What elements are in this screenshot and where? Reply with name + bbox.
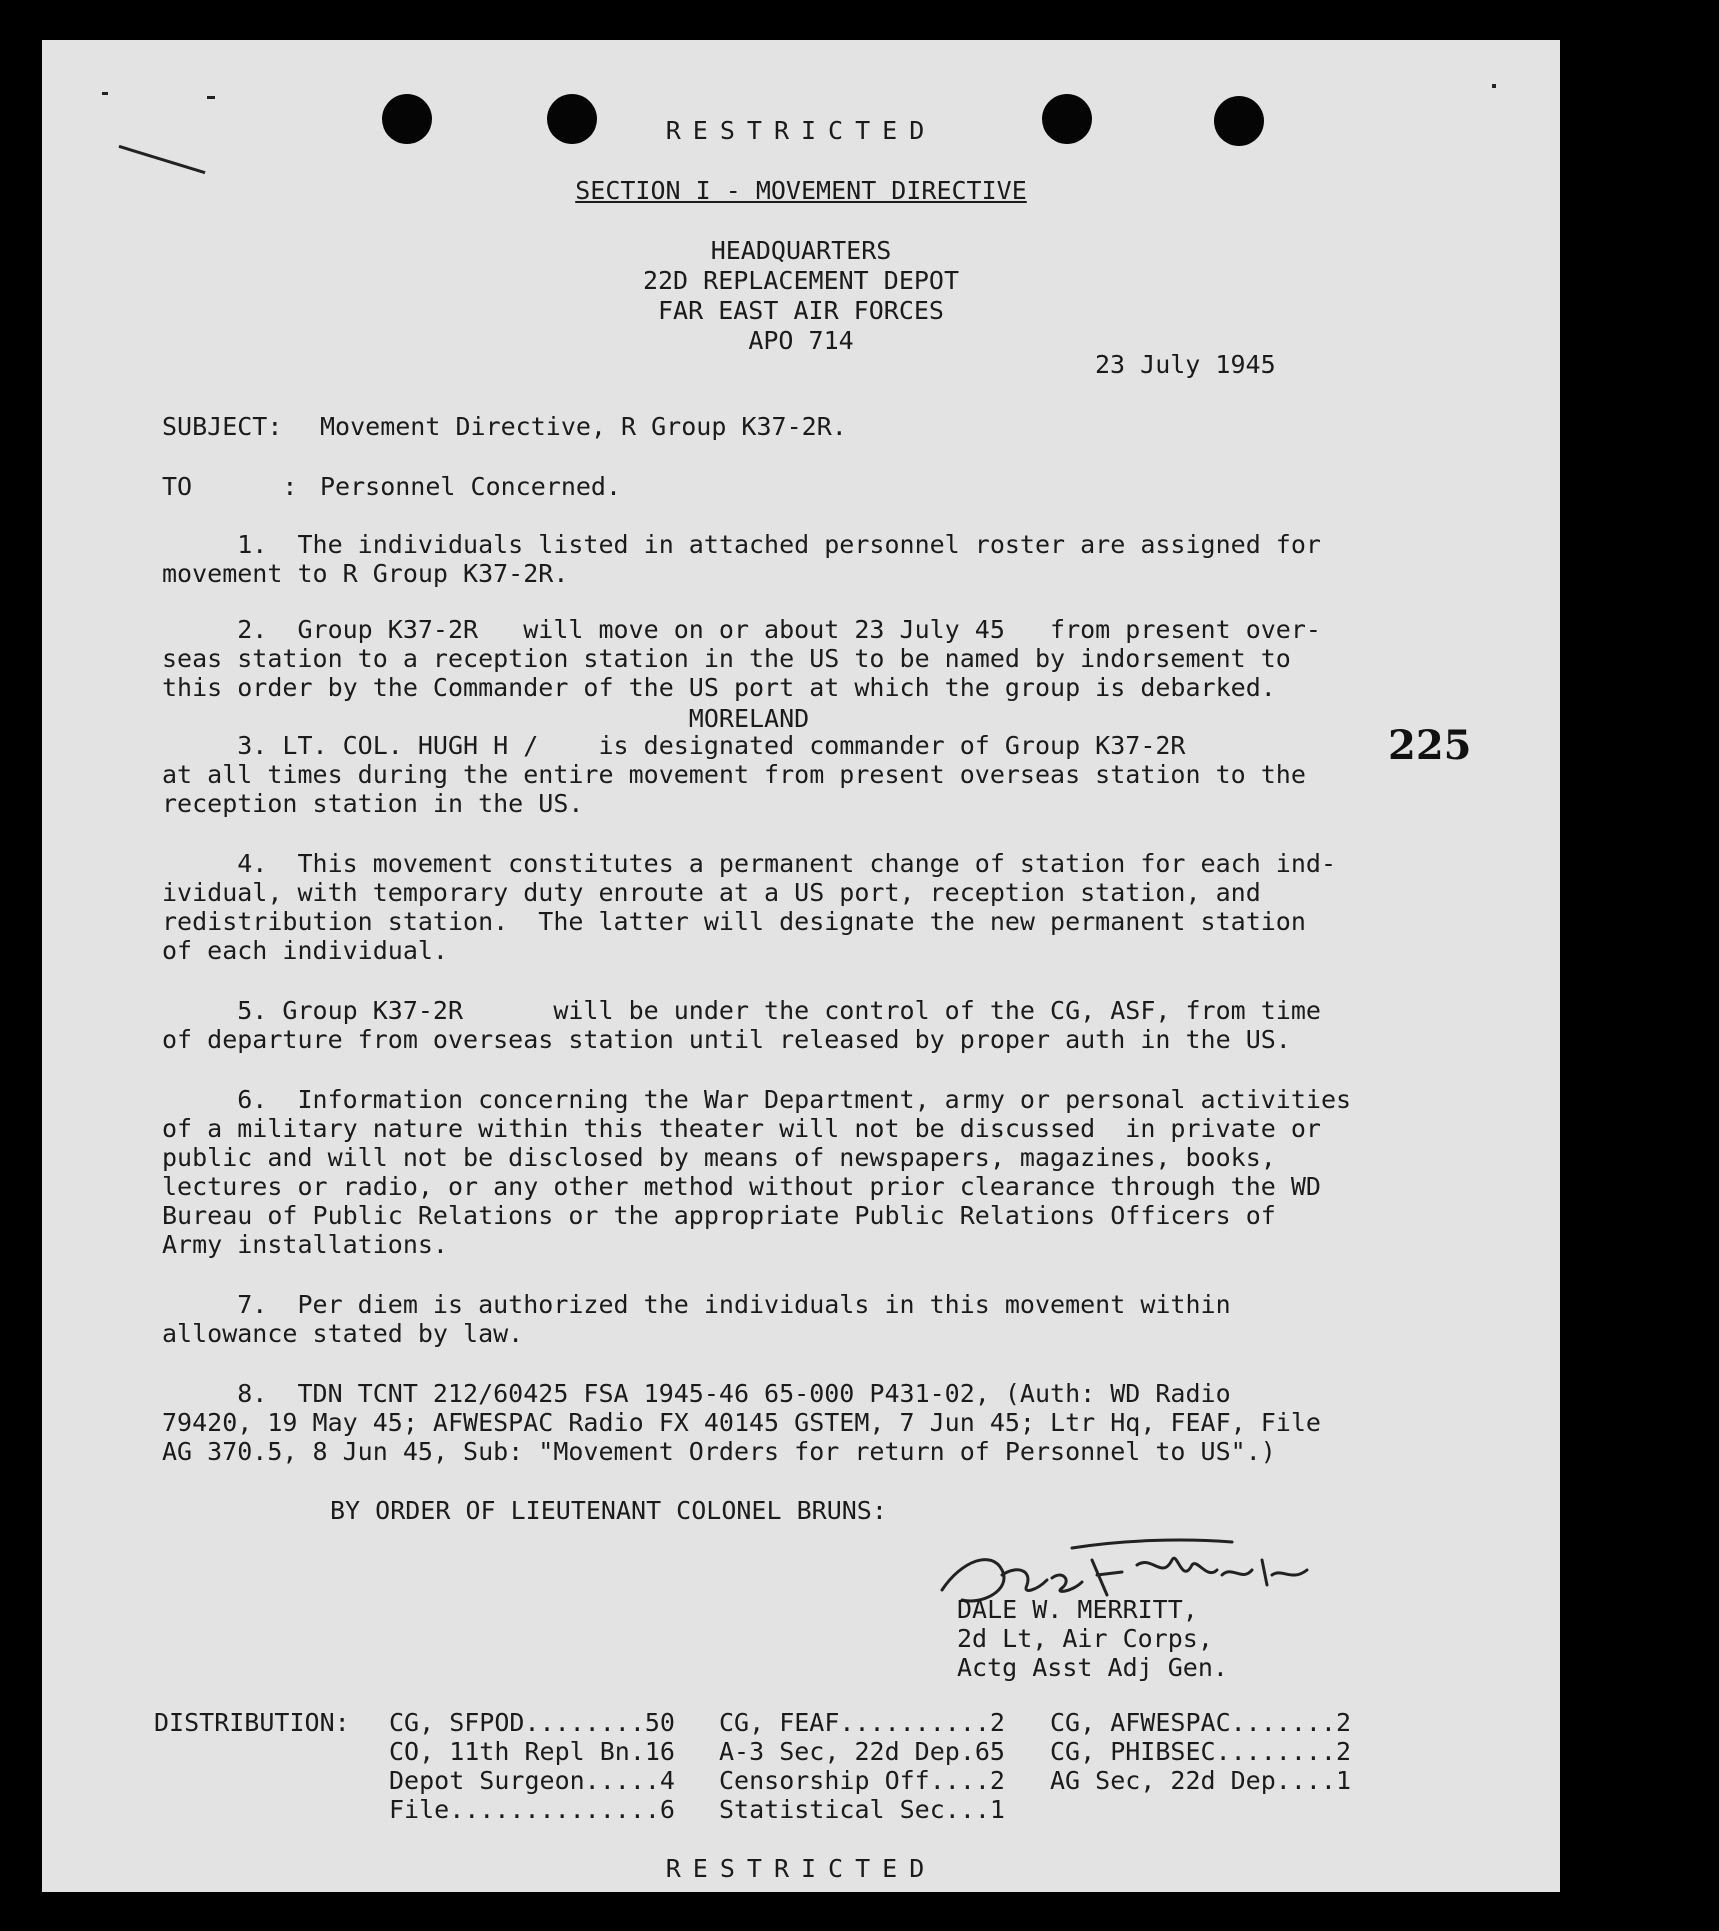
paragraph-6-line-4: lectures or radio, or any other method without prior clearance through the WD xyxy=(162,1172,1321,1201)
stray-pen-mark xyxy=(119,145,206,174)
by-order-line: BY ORDER OF LIEUTENANT COLONEL BRUNS: xyxy=(330,1496,887,1525)
paragraph-4-line-3: redistribution station. The latter will designate the new permanent station xyxy=(162,907,1306,936)
paragraph-8-line-3: AG 370.5, 8 Jun 45, Sub: "Movement Orders for return of Personnel to US".) xyxy=(162,1437,1276,1466)
paragraph-7-line-1: 7. Per diem is authorized the individuals in this movement within xyxy=(162,1290,1231,1319)
signature-name: DALE W. MERRITT, xyxy=(957,1595,1198,1624)
page-stamp-number: 225 xyxy=(1388,722,1472,769)
org-line-2: 22D REPLACEMENT DEPOT xyxy=(642,266,960,295)
to-label: TO : xyxy=(162,472,298,501)
signature-title: Actg Asst Adj Gen. xyxy=(957,1653,1228,1682)
stray-dot xyxy=(207,96,215,99)
org-line-3: FAR EAST AIR FORCES xyxy=(658,296,944,325)
paragraph-3-insert: MORELAND xyxy=(162,704,810,733)
distribution-entry: Statistical Sec...1 xyxy=(719,1795,1005,1824)
distribution-entry: AG Sec, 22d Dep....1 xyxy=(1050,1766,1352,1795)
document-date: 23 July 1945 xyxy=(1095,350,1276,379)
distribution-entry: Censorship Off....2 xyxy=(719,1766,1005,1795)
distribution-entry: CG, FEAF..........2 xyxy=(719,1708,1005,1737)
distribution-entry: CG, AFWESPAC.......2 xyxy=(1050,1708,1352,1737)
signature-rank: 2d Lt, Air Corps, xyxy=(957,1624,1213,1653)
classification-bottom: RESTRICTED xyxy=(665,1854,937,1883)
org-line-1: HEADQUARTERS xyxy=(710,236,892,265)
classification-top: RESTRICTED xyxy=(665,116,937,145)
paragraph-8-line-1: 8. TDN TCNT 212/60425 FSA 1945-46 65-000 P431-02, (Auth: WD Radio xyxy=(162,1379,1231,1408)
stray-dot xyxy=(1492,84,1496,88)
org-line-4: APO 714 xyxy=(748,326,854,355)
paragraph-7-line-2: allowance stated by law. xyxy=(162,1319,524,1348)
distribution-entry: CG, PHIBSEC........2 xyxy=(1050,1737,1352,1766)
stray-dot xyxy=(102,92,108,95)
distribution-entry: Depot Surgeon.....4 xyxy=(389,1766,675,1795)
paragraph-1-line-2: movement to R Group K37-2R. xyxy=(162,559,569,588)
distribution-entry: CG, SFPOD........50 xyxy=(389,1708,675,1737)
subject-label: SUBJECT: xyxy=(162,412,283,441)
paragraph-4-line-1: 4. This movement constitutes a permanent change of station for each ind- xyxy=(162,849,1336,878)
paragraph-3-line-3: reception station in the US. xyxy=(162,789,584,818)
paragraph-6-line-1: 6. Information concerning the War Department, army or personal activities xyxy=(162,1085,1352,1114)
paragraph-3-line-2: at all times during the entire movement from present overseas station to the xyxy=(162,760,1306,789)
paragraph-6-line-5: Bureau of Public Relations or the appropriate Public Relations Officers of xyxy=(162,1201,1276,1230)
subject-value: Movement Directive, R Group K37-2R. xyxy=(320,412,847,441)
paragraph-4-line-4: of each individual. xyxy=(162,936,448,965)
paragraph-8-line-2: 79420, 19 May 45; AFWESPAC Radio FX 40145 GSTEM, 7 Jun 45; Ltr Hq, FEAF, File xyxy=(162,1408,1321,1437)
paragraph-3-line-1: 3. LT. COL. HUGH H / is designated commander of Group K37-2R xyxy=(162,731,1186,760)
paragraph-6-line-3: public and will not be disclosed by means of newspapers, magazines, books, xyxy=(162,1143,1276,1172)
distribution-label: DISTRIBUTION: xyxy=(154,1708,350,1737)
paragraph-5-line-2: of departure from overseas station until released by proper auth in the US. xyxy=(162,1025,1291,1054)
paragraph-5-line-1: 5. Group K37-2R will be under the control of the CG, ASF, from time xyxy=(162,996,1321,1025)
paragraph-6-line-6: Army installations. xyxy=(162,1230,448,1259)
section-title: SECTION I - MOVEMENT DIRECTIVE xyxy=(575,176,1027,205)
paragraph-2-line-2: seas station to a reception station in the US to be named by indorsement to xyxy=(162,644,1291,673)
paragraph-1-line-1: 1. The individuals listed in attached personnel roster are assigned for xyxy=(162,530,1321,559)
document-page xyxy=(42,40,1560,1892)
distribution-entry: File..............6 xyxy=(389,1795,675,1824)
distribution-entry: CO, 11th Repl Bn.16 xyxy=(389,1737,675,1766)
to-value: Personnel Concerned. xyxy=(320,472,622,501)
paragraph-6-line-2: of a military nature within this theater will not be discussed in private or xyxy=(162,1114,1321,1143)
distribution-entry: A-3 Sec, 22d Dep.65 xyxy=(719,1737,1005,1766)
paragraph-4-line-2: ividual, with temporary duty enroute at a US port, reception station, and xyxy=(162,878,1261,907)
paragraph-2-line-1: 2. Group K37-2R will move on or about 23 July 45 from present over- xyxy=(162,615,1321,644)
paragraph-2-line-3: this order by the Commander of the US port at which the group is debarked. xyxy=(162,673,1276,702)
